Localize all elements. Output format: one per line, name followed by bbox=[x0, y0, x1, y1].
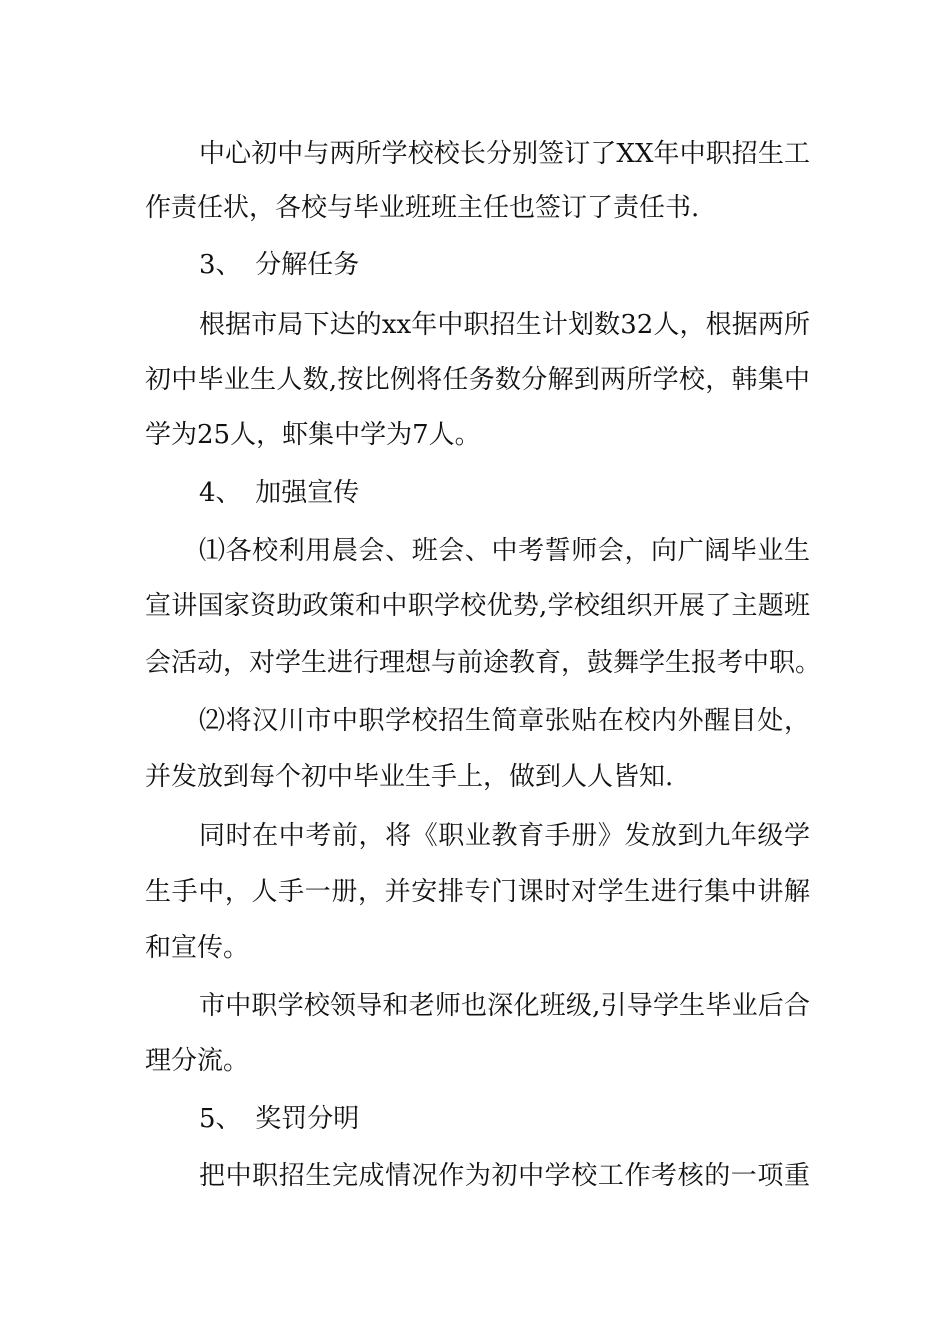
section-heading-text: 分解任务 bbox=[255, 250, 360, 280]
paragraph-line: 理分流。 bbox=[145, 1046, 250, 1076]
section-heading-number: 5、 bbox=[199, 1104, 242, 1134]
section-heading-number: 3、 bbox=[199, 250, 242, 280]
paragraph-line: ⑵将汉川市中职学校招生简章张贴在校内外醒目处， bbox=[199, 706, 810, 736]
paragraph-line: 市中职学校领导和老师也深化班级,引导学生毕业后合 bbox=[199, 991, 810, 1021]
paragraph-line: ⑴各校利用晨会、班会、中考誓师会，向广阔毕业生 bbox=[199, 536, 810, 566]
paragraph-line: 会活动，对学生进行理想与前途教育，鼓舞学生报考中职。 bbox=[145, 648, 822, 678]
section-heading bbox=[199, 1098, 359, 1140]
paragraph-line: 把中职招生完成情况作为初中学校工作考核的一项重 bbox=[199, 1161, 810, 1191]
section-heading-text: 奖罚分明 bbox=[255, 1104, 360, 1134]
paragraph-line: 同时在中考前，将《职业教育手册》发放到九年级学 bbox=[199, 821, 810, 851]
paragraph-line: 初中毕业生人数,按比例将任务数分解到两所学校，韩集中 bbox=[145, 365, 810, 395]
section-heading-text: 加强宣传 bbox=[255, 478, 360, 508]
paragraph-line: 生手中，人手一册，并安排专门课时对学生进行集中讲解 bbox=[145, 877, 810, 907]
paragraph-line: 宣讲国家资助政策和中职学校优势,学校组织开展了主题班 bbox=[145, 591, 810, 621]
paragraph-line: 作责任状，各校与毕业班班主任也签订了责任书. bbox=[145, 193, 700, 223]
paragraph-line: 并发放到每个初中毕业生手上，做到人人皆知. bbox=[145, 762, 674, 792]
section-heading bbox=[199, 244, 359, 286]
section-heading-number: 4、 bbox=[199, 478, 242, 508]
paragraph-line: 学为25人，虾集中学为7人。 bbox=[145, 420, 481, 450]
paragraph-line: 中心初中与两所学校校长分别签订了XX年中职招生工 bbox=[199, 139, 810, 169]
paragraph-line: 和宣传。 bbox=[145, 933, 250, 963]
paragraph-line: 根据市局下达的xx年中职招生计划数32人，根据两所 bbox=[199, 310, 810, 340]
section-heading bbox=[199, 472, 359, 514]
